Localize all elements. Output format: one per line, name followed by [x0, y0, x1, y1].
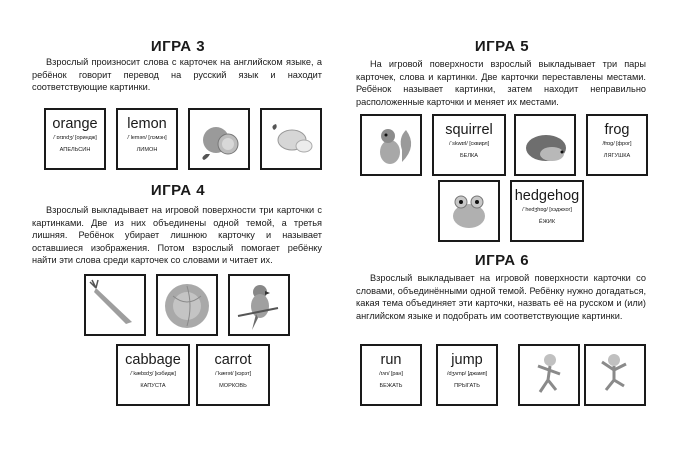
word-card-squirrel[interactable] — [432, 114, 506, 176]
card-word: run — [380, 352, 402, 368]
card-transcription: /ˈkærət/ [кэрэт] — [214, 371, 252, 377]
card-transcription: /rʌn/ [ран] — [379, 371, 403, 377]
card-translation: ЛЯГУШКА — [603, 153, 631, 159]
card-translation: ПРЫГАТЬ — [454, 383, 480, 389]
game6-text: Взрослый выкладывает на игровой поверхности карточки со словами, объединёнными одной темой. Ребёнку нужно догадаться, какая тема объединяет эти карточки, назвать её на русском и (или) английском языке и подобрать им соответствующие картинки. — [356, 273, 646, 321]
word-card-orange[interactable] — [44, 108, 106, 170]
word-card-carrot[interactable] — [196, 344, 270, 406]
jumping-child-icon — [586, 346, 644, 404]
card-transcription: /ˈɒrɪndʒ/ [ориндж] — [53, 135, 97, 141]
card-translation: КАПУСТА — [140, 383, 166, 389]
squirrel-icon — [362, 116, 420, 174]
cabbage-image-card[interactable] — [156, 274, 218, 336]
card-transcription: /ˈkæbɪdʒ/ [кэбидж] — [130, 371, 176, 377]
squirrel-image-card[interactable] — [360, 114, 422, 176]
card-word: orange — [52, 116, 98, 132]
lemon-icon — [262, 110, 320, 168]
card-transcription: /ˈlemən/ [лэмэн] — [127, 135, 167, 141]
frog-icon — [440, 182, 498, 240]
card-transcription: /ˈhedʒhɒɡ/ [хэджхог] — [522, 207, 572, 213]
orange-image-card[interactable] — [188, 108, 250, 170]
game3-title: ИГРА 3 — [150, 38, 206, 55]
game4-text: Взрослый выкладывает на игровой поверхности три карточки с картинками. Две из них объединены одной темой, а третья лишняя. Ребёнок убирает лишнюю карточку и называет оставшиеся изображения. Потом взрослый помогает ребёнку найти эти слова среди карточек со словами и читает их. — [32, 205, 322, 266]
game5-text: На игровой поверхности взрослый выкладывает три пары карточек, слова и картинки. Две карточки переставлены местами. Ребёнок называет картинки, затем находит неправильно расположенные карточки и меняет их местами. — [356, 59, 646, 107]
game3-text: Взрослый произносит слова с карточек на английском языке, а ребёнок говорит перевод на русский язык и находит соответствующие картинки. — [32, 57, 322, 93]
game5-title: ИГРА 5 — [474, 38, 530, 55]
card-translation: ЁЖИК — [538, 219, 556, 225]
card-word: carrot — [214, 352, 252, 368]
card-transcription: /dʒʌmp/ [джамп] — [447, 371, 487, 377]
carrot-image-card[interactable] — [84, 274, 146, 336]
game6-title: ИГРА 6 — [474, 252, 530, 269]
word-card-hedgehog[interactable] — [510, 180, 584, 242]
card-translation: АПЕЛЬСИН — [59, 147, 91, 153]
cabbage-icon — [158, 276, 216, 334]
card-word: squirrel — [445, 122, 493, 138]
word-card-run[interactable] — [360, 344, 422, 406]
frog-image-card[interactable] — [438, 180, 500, 242]
card-translation: МОРКОВЬ — [219, 383, 247, 389]
card-word: jump — [451, 352, 483, 368]
game4-title: ИГРА 4 — [150, 182, 206, 199]
parrot-icon — [230, 276, 288, 334]
word-card-jump[interactable] — [436, 344, 498, 406]
running-child-icon — [520, 346, 578, 404]
word-card-lemon[interactable] — [116, 108, 178, 170]
hedgehog-icon — [516, 116, 574, 174]
orange-icon — [190, 110, 248, 168]
card-transcription: /ˈskwɪrl/ [сквирл] — [448, 141, 490, 147]
card-word: frog — [604, 122, 630, 138]
card-word: lemon — [127, 116, 167, 132]
card-translation: ЛИМОН — [136, 147, 158, 153]
carrot-icon — [86, 276, 144, 334]
card-transcription: /frɒɡ/ [фрог] — [602, 141, 632, 147]
word-card-cabbage[interactable] — [116, 344, 190, 406]
parrot-image-card[interactable] — [228, 274, 290, 336]
lemon-image-card[interactable] — [260, 108, 322, 170]
hedgehog-image-card[interactable] — [514, 114, 576, 176]
running-child-image-card[interactable] — [518, 344, 580, 406]
card-word: cabbage — [125, 352, 181, 368]
card-translation: БЕЖАТЬ — [379, 383, 403, 389]
jumping-child-image-card[interactable] — [584, 344, 646, 406]
word-card-frog[interactable] — [586, 114, 648, 176]
card-word: hedgehog — [514, 188, 580, 204]
card-translation: БЕЛКА — [459, 153, 479, 159]
